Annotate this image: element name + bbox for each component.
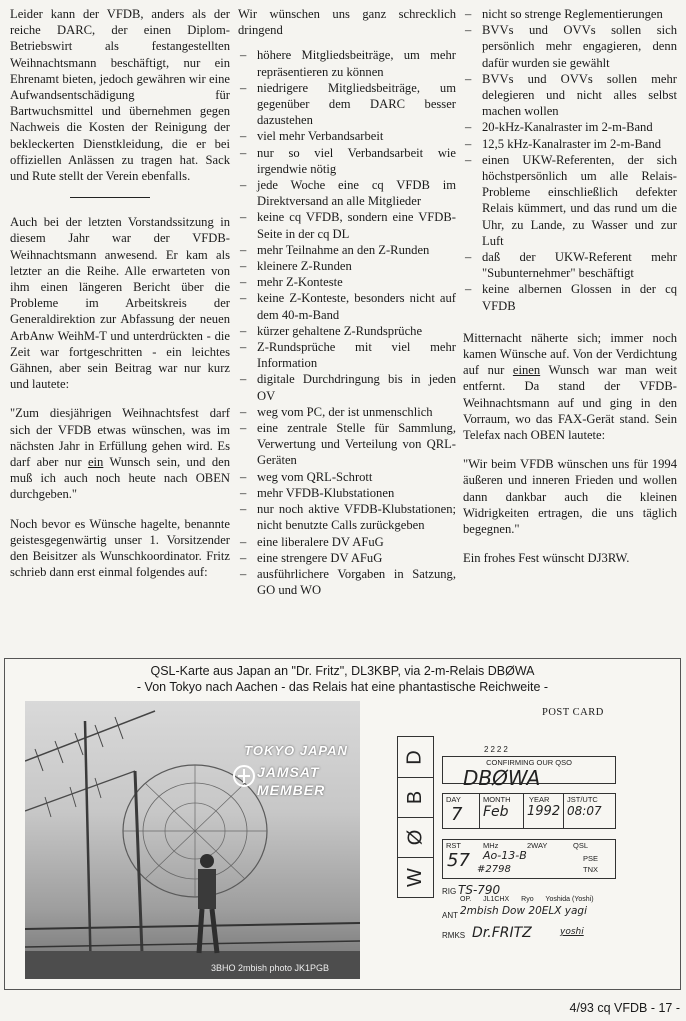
list-item: – mehr VFDB-Klubstationen [238,485,456,501]
list-item: – BVVs und OVVs sollen sich persönlich mehr engagieren, denn dafür wurden sie gewählt [463,22,677,71]
handwritten-year: 1992 [527,804,561,819]
callsign-box [397,736,434,898]
list-item: – BVVs und OVVs sollen mehr delegieren und nicht alles selbst machen wollen [463,71,677,120]
wish-list-continued [463,6,677,314]
jamsat-text: TOKYO JAPAN [244,743,348,758]
yagi-element [95,778,101,798]
yagi-boom [25,771,135,811]
paragraph-text: Mitternacht näherte sich; immer noch kamen Wünsche auf. Von der Verdichtung auf nur [463,330,677,378]
paragraph: Leider kann der VFDB, anders als der reiche DARC, der einen Diplom-Betriebswirt als festangestellten Weihnachtsmann beschäftigt, nur ein Ehrenamt bieten, jedoch gewähren wir eine Aufwandsentschädigung für Bartwuchsmittel und übernehmen gegen Nachweis die Kosten der Reinigung der bekleckerten Dienstkleidung, die er bei offiziellen Anlässen zu tragen hat. Sack und Rute stellt der Verein ebenfalls. [10,7,230,184]
list-item: – weg vom QRL-Schrott [238,469,456,485]
list-item: – eine liberalere DV AFuG [238,534,456,550]
list-item: – ausführlichere Vorgaben in Satzung, GO und WO [238,566,456,598]
telefax-quote: "Wir beim VFDB wünschen uns für 1994 äußeren und inneren Frieden und wollen dann dankbar auch die kleinen Widrigkeiten ertragen, die uns täglich begegnen." [463,457,677,537]
handwritten-mode: Ao-13-B [483,849,527,862]
field-label: JST/UTC [567,795,598,804]
person-leg [212,909,217,953]
page-footer: 4/93 cq VFDB - 17 - [569,1001,680,1015]
list-item: – höhere Mitgliedsbeiträge, um mehr repräsentieren zu können [238,47,456,79]
rig-line [442,883,501,897]
paragraph: Auch bei der letzten Vorstandssitzung in diesem Jahr war der VFDB-Weihnachtsmann anwesend. Er kam als letzter an die Reihe. Alle erwarteten von ihm einen längeren Bericht über die Probleme im Arbeitskreis der Generaldirektion zur Abfassung der neuen ArbAnw WeihM-T und unterdrückten - die Zeit war fortgeschritten - ein leichtes Gähnen, aber sein Beitrag war nur kurz und lautete: [10,215,230,392]
handwritten-month: Feb [483,804,509,820]
caption-line: QSL-Karte aus Japan an "Dr. Fritz", DL3KBP, via 2-m-Relais DBØWA [150,664,535,678]
cell-divider [563,794,564,828]
underlined-word: einen [512,363,541,378]
qsl-photo [25,701,360,979]
field-label: ANT [442,911,458,920]
callsign-letter: Ø [404,829,426,845]
field-label: 2WAY [527,841,548,850]
roof-railing [25,923,360,929]
caption-line: - Von Tokyo nach Aachen - das Relais hat eine phantastische Reichweite - [136,680,549,694]
person-body [198,869,216,909]
handwritten-time: 08:07 [567,804,602,818]
field-label: DAY [446,795,461,804]
callsign-letter: W [403,867,426,887]
list-item: – keine cq VFDB, sondern eine VFDB-Seite in der cq DL [238,209,456,241]
divider [70,197,150,198]
list-item: – daß der UKW-Referent mehr "Subunternehmer" beschäftigt [463,249,677,281]
list-item: – keine albernen Glossen in der cq VFDB [463,281,677,313]
paragraph [10,405,230,502]
yagi-element [115,717,123,739]
figure-caption [5,663,680,695]
remarks-line [442,925,584,941]
form-header: 2222 [484,745,510,754]
field-label: RST [446,841,461,850]
yagi-element [70,787,76,807]
quote-text: "Zum diesjährigen Weihnachtsfest darf sich der VFDB etwas wünschen, was im nächsten Jahr in Erfüllung gehen wird. Es darf aber nur [10,406,230,470]
callsign-letter: B [404,790,426,804]
text-column-3 [463,6,677,580]
paragraph [463,330,677,443]
antenna-mast [85,721,91,979]
person-head [200,854,214,868]
yagi-element [75,733,83,755]
yagi-element [45,797,51,817]
field-label: RMKS [442,931,466,940]
photo-credit: 3BHO 2mbish photo JK1PGB [211,963,330,973]
handwritten-callsign: DBØWA [463,766,541,790]
postcard-label: POST CARD [542,707,604,718]
handwritten-orbit: #2798 [477,864,511,875]
date-time-box [442,793,616,829]
handwritten-antenna: 2mbish Dow 20ELX yagi [460,905,587,917]
list-item: – mehr Z-Konteste [238,274,456,290]
field-label: CONFIRMING OUR QSO [486,758,572,767]
roof-railing [25,941,360,947]
list-item: – digitale Durchdringung bis in jeden OV [238,371,456,403]
handwritten-rst: 57 [447,850,470,871]
antenna-line [442,905,587,920]
list-item: – 20-kHz-Kanalraster im 2-m-Band [463,119,677,135]
yagi-boom [25,711,155,761]
wish-list [238,47,456,598]
list-item: – nur so viel Verbandsarbeit wie irgendwie nötig [238,145,456,177]
signoff: Ein frohes Fest wünscht DJ3RW. [463,551,630,566]
signature: yoshi [560,927,584,937]
callsign-letter: D [403,749,426,765]
list-item: – kleinere Z-Runden [238,258,456,274]
jamsat-line: JAMSAT [257,764,320,780]
handwritten-remarks: Dr.FRITZ [472,925,532,941]
paragraph-text: Wunsch war man weit entfernt. Da stand der VFDB-Weihnachtsmann auf und ging in den Vorraum, wo das FAX-Gerät stand. Sein Telefax nach OBEN lautete: [463,363,677,443]
text-column-1 [10,6,230,594]
jamsat-logo-icon [233,765,255,787]
confirming-qso-box [442,756,616,790]
list-item: – kürzer gehaltene Z-Rundsprüche [238,323,456,339]
field-label: TNX [583,865,598,874]
handwritten-day: 7 [451,804,463,825]
paragraph: Noch bevor es Wünsche hagelte, benannte geistesgegenwärtig unser 1. Vorsitzender den Beisitzer als Wunschkoordinator. Fritz schrieb dann erst einmal folgendes auf: [10,516,230,580]
list-item: – viel mehr Verbandsarbeit [238,128,456,144]
field-label: RIG [442,887,457,896]
operator-call: JL1CHX [483,896,510,903]
list-item: – niedrigere Mitgliedsbeiträge, um gegenüber dem DARC besser dazustehen [238,80,456,129]
list-item: – mehr Teilnahme an den Z-Runden [238,242,456,258]
underlined-word: ein [87,455,104,470]
yagi-element [95,725,103,747]
quote-text: Wunsch sein, und den muß ich auch noch heute nach OBEN durchgeben." [10,455,231,502]
field-label: MONTH [483,795,511,804]
jamsat-line: MEMBER [257,782,326,798]
field-label: OP. [460,896,472,903]
operator-name: Yoshida (Yoshi) [545,896,594,903]
cell-divider [523,794,524,828]
list-item: – jede Woche eine cq VFDB im Direktversand an alle Mitglieder [238,177,456,209]
field-label: QSL [573,841,589,850]
list-item: – weg vom PC, der ist unmenschlich [238,404,456,420]
field-label: MHz [483,841,499,850]
operator-name: Ryo [521,896,534,903]
list-item: – eine strengere DV AFuG [238,550,456,566]
list-item: – nur noch aktive VFDB-Klubstationen; nicht benutzte Calls zurückgeben [238,501,456,533]
report-box [442,839,616,879]
qsl-card-figure [4,658,681,990]
paragraph: Wir wünschen uns ganz schrecklich dringend [238,7,456,38]
list-item: – nicht so strenge Reglementierungen [463,6,677,22]
field-label: YEAR [529,795,550,804]
list-item: – eine zentrale Stelle für Sammlung, Verwertung und Verteilung von QRL-Geräten [238,420,456,469]
jamsat-member-text [257,763,357,799]
list-item: – keine Z-Konteste, besonders nicht auf dem 40-m-Band [238,290,456,322]
yagi-element [55,741,63,763]
person-leg [199,909,202,953]
operator-line [460,896,604,903]
yagi-element [35,749,43,771]
handwritten-rig: TS-790 [458,883,501,897]
text-column-2 [238,6,456,598]
list-item: – Z-Rundsprüche mit viel mehr Information [238,339,456,371]
cell-divider [479,794,480,828]
list-item: – einen UKW-Referenten, der sich höchstpersönlich um alle Relais-Probleme einschließlich defekter Relais kümmert, und das rund um die Uhr, zu Lande, zu Wasser und zur Luft [463,152,677,249]
list-item: – 12,5 kHz-Kanalraster im 2-m-Band [463,136,677,152]
field-label: PSE [583,854,599,863]
